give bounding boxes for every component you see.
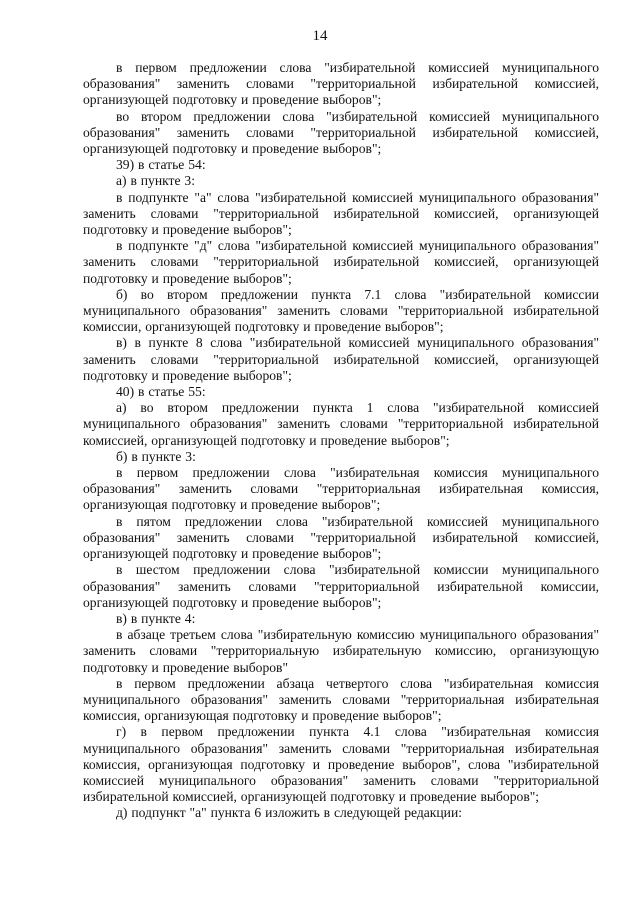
paragraph: д) подпункт "а" пункта 6 изложить в следующей редакции: bbox=[116, 805, 463, 821]
paragraph: в шестом предложении слова "избирательной комиссии муниципального образования" заменить словами "территориальной избирательной комиссии, организующей подготовку и проведение выборов"; bbox=[83, 562, 599, 610]
document-body bbox=[83, 60, 599, 822]
article-heading: 39) в статье 54: bbox=[116, 157, 206, 173]
paragraph: а) во втором предложении пункта 1 слова "избирательной комиссией муниципального образования" заменить словами "территориальной избирательной комиссией, организующей подготовку и проведение выборов"; bbox=[83, 400, 599, 448]
paragraph: в подпункте "а" слова "избирательной комиссией муниципального образования" заменить словами "территориальной избирательной комиссией, организующей подготовку и проведение выборов"; bbox=[83, 189, 599, 238]
paragraph: г) в первом предложении пункта 4.1 слова "избирательная комиссия муниципального образования" заменить словами "территориальная избирательная комиссия, организующая подготовку и проведение выборов", слова "избирательной комиссией муниципального образования" заменить словами "территориальной избирательной комиссией, организующей подготовку и проведение выборов"; bbox=[83, 724, 599, 805]
paragraph: в первом предложении слова "избирательная комиссия муниципального образования" заменить словами "территориальная избирательная комиссия, организующая подготовку и проведение выборов"; bbox=[83, 465, 599, 513]
paragraph: в пятом предложении слова "избирательной комиссией муниципального образования" заменить словами "территориальной избирательной комиссией, организующей подготовку и проведение выборов"; bbox=[83, 513, 599, 562]
paragraph: в) в пункте 8 слова "избирательной комиссией муниципального образования" заменить словами "территориальной избирательной комиссией, организующей подготовку и проведение выборов"; bbox=[83, 335, 599, 383]
clause-heading: а) в пункте 3: bbox=[116, 173, 195, 189]
paragraph: в первом предложении слова "избирательной комиссией муниципального образования" заменить словами "территориальной избирательной комиссией, организующей подготовку и проведение выборов"; bbox=[83, 60, 599, 108]
paragraph: в подпункте "д" слова "избирательной комиссией муниципального образования" заменить словами "территориальной избирательной комиссией, организующей подготовку и проведение выборов"; bbox=[83, 238, 599, 286]
paragraph: в абзаце третьем слова "избирательную комиссию муниципального образования" заменить словами "территориальную избирательную комиссию, организующую подготовку и проведение выборов" bbox=[83, 627, 599, 675]
clause-heading: б) в пункте 3: bbox=[116, 448, 196, 464]
paragraph: в первом предложении абзаца четвертого слова "избирательная комиссия муниципального образования" заменить словами "территориальная избирательная комиссия, организующая подготовку и проведение выборов"; bbox=[83, 675, 599, 724]
article-heading: 40) в статье 55: bbox=[116, 384, 206, 400]
page-number: 14 bbox=[312, 28, 328, 44]
paragraph: во втором предложении слова "избирательной комиссией муниципального образования" заменить словами "территориальной избирательной комиссией, организующей подготовку и проведение выборов"; bbox=[83, 108, 599, 157]
paragraph: б) во втором предложении пункта 7.1 слова "избирательной комиссии муниципального образования" заменить словами "территориальной избирательной комиссии, организующей подготовку и проведение выборов"; bbox=[83, 286, 599, 335]
clause-heading: в) в пункте 4: bbox=[116, 610, 196, 626]
